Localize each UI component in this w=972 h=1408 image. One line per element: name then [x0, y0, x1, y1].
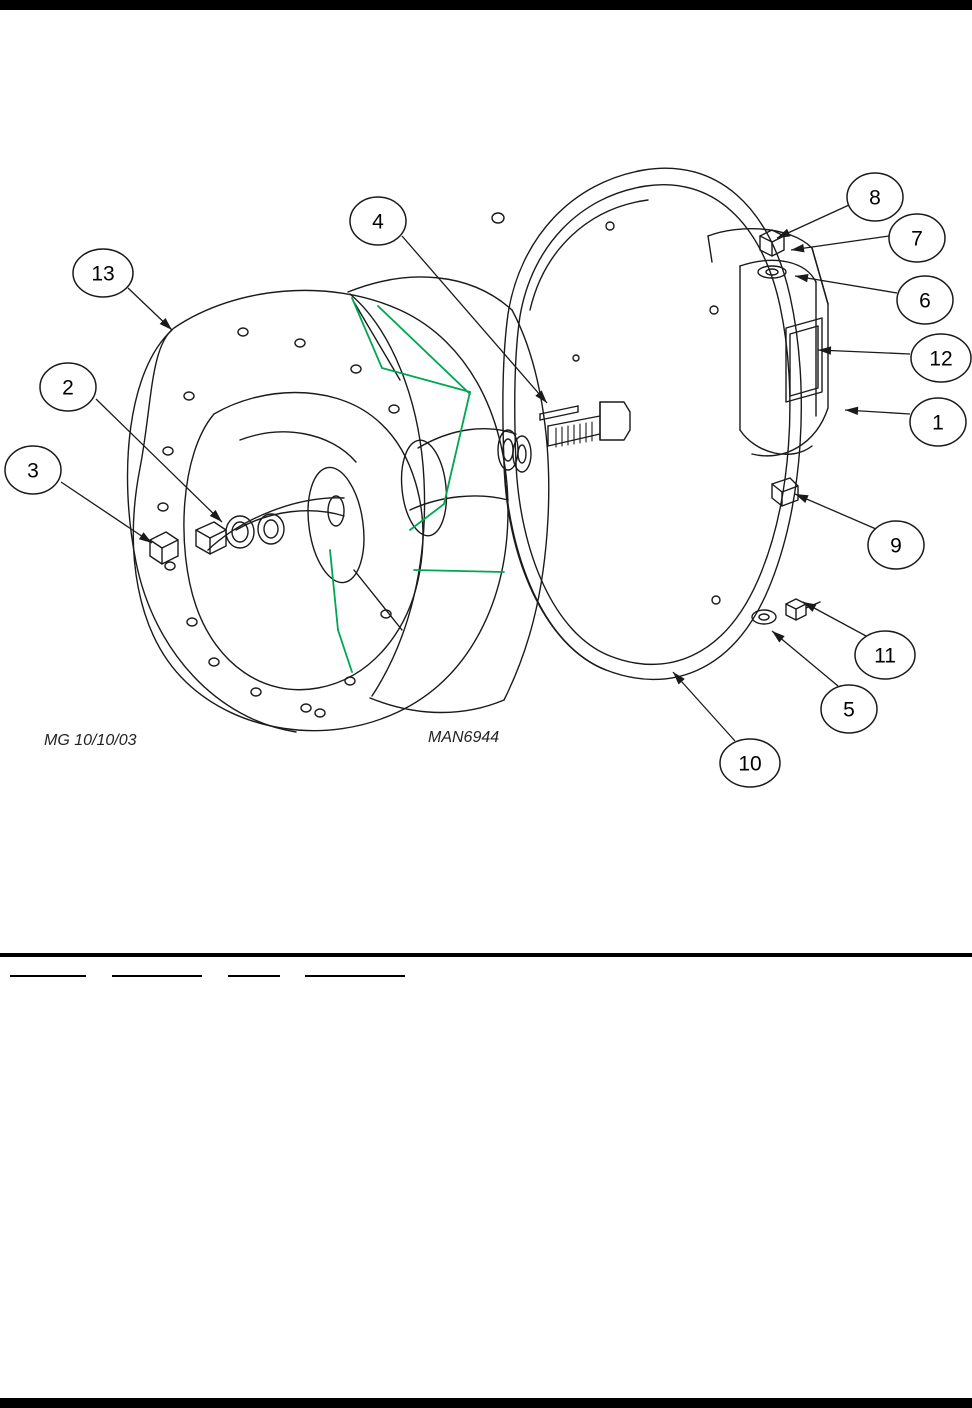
callout-arrow-9 — [795, 494, 809, 503]
drive-housing — [708, 229, 828, 456]
callout-number-5: 5 — [843, 698, 855, 722]
part-number-label: MAN6944 — [428, 729, 500, 746]
callout-leader-2 — [96, 399, 222, 522]
callout-number-12: 12 — [929, 347, 953, 371]
callout-leader-12 — [818, 350, 910, 354]
callout-4[interactable] — [350, 197, 547, 403]
callout-arrow-12 — [818, 346, 831, 354]
callout-number-4: 4 — [372, 210, 384, 234]
callout-6[interactable] — [795, 274, 953, 324]
callout-9[interactable] — [795, 494, 924, 569]
callout-number-2: 2 — [62, 376, 74, 400]
page-bottom-border — [0, 1398, 972, 1408]
callout-arrow-3 — [139, 532, 152, 543]
exploded-assembly-drawing — [0, 10, 972, 1398]
callout-number-3: 3 — [27, 459, 39, 483]
left-side-plate — [128, 290, 508, 732]
callout-12[interactable] — [818, 334, 971, 382]
callout-arrow-11 — [803, 602, 816, 612]
callout-3[interactable] — [5, 446, 152, 543]
callout-number-1: 1 — [932, 411, 944, 435]
callout-number-13: 13 — [91, 262, 115, 286]
axle-bolt — [492, 213, 630, 472]
callout-arrow-6 — [795, 274, 809, 282]
callout-1[interactable] — [845, 398, 966, 446]
callout-10[interactable] — [673, 672, 780, 787]
callout-leader-3 — [61, 482, 152, 543]
green-accent-ribs — [330, 298, 504, 672]
left-fasteners — [150, 522, 226, 564]
callout-arrow-7 — [791, 244, 804, 252]
callout-number-8: 8 — [869, 186, 881, 210]
callout-8[interactable] — [777, 173, 903, 238]
callout-number-11: 11 — [874, 644, 896, 668]
callout-number-6: 6 — [919, 289, 931, 313]
callout-number-10: 10 — [738, 752, 762, 776]
callout-number-9: 9 — [890, 534, 902, 558]
right-side-disc — [503, 168, 802, 679]
callout-leader-10 — [673, 672, 735, 741]
callout-leader-6 — [795, 276, 897, 293]
callout-11[interactable] — [803, 602, 915, 679]
assembly-artwork — [0, 10, 972, 1398]
callout-layer — [5, 173, 971, 787]
callout-arrow-1 — [845, 407, 858, 415]
callout-13[interactable] — [73, 249, 172, 330]
callout-leader-9 — [795, 494, 876, 529]
drafter-note: MG 10/10/03 — [44, 732, 137, 749]
page-top-border — [0, 0, 972, 10]
callout-2[interactable] — [40, 363, 222, 522]
callout-number-7: 7 — [911, 227, 923, 251]
